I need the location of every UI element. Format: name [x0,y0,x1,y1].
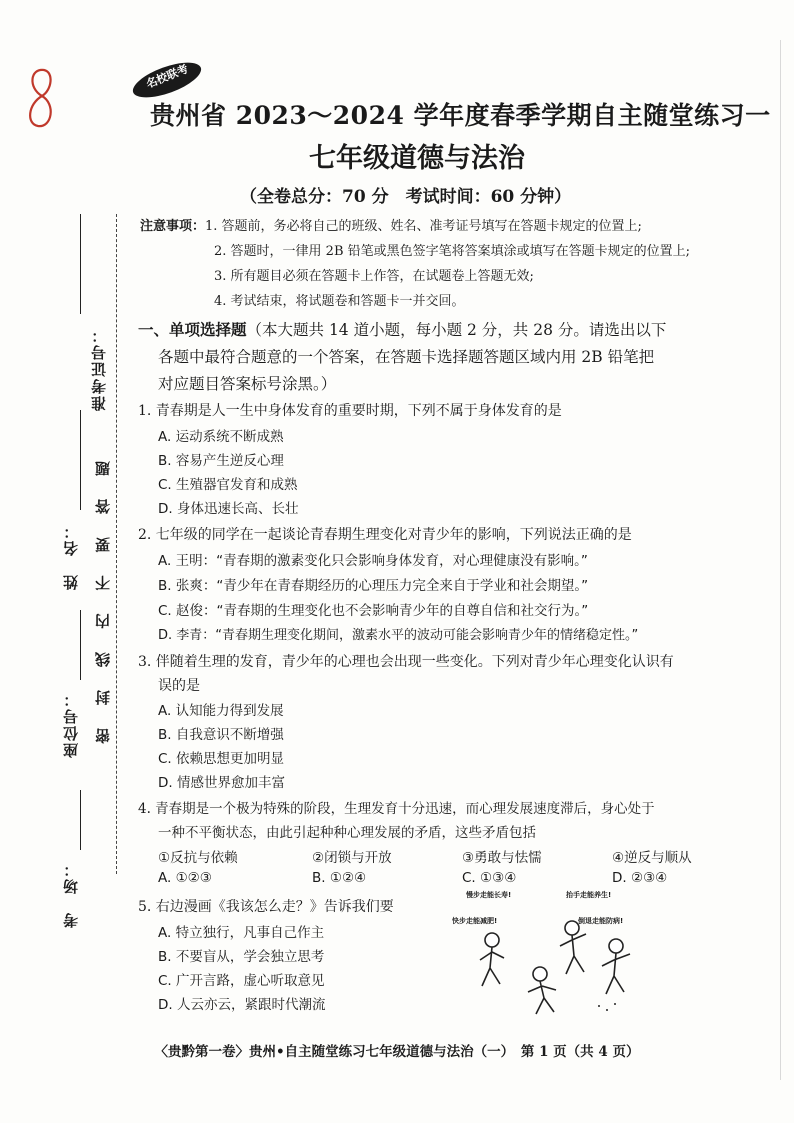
question-1-stem: 1. 青春期是人一生中身体发育的重要时期，下列不属于身体发育的是 [138,403,562,419]
q4-option-c: C. ①③④ [462,870,517,886]
q4-item-2: ②闭锁与开放 [312,850,392,866]
section-1 [138,316,738,398]
section-1-desc: （本大题共 14 道小题，每小题 2 分，共 28 分。请选出以下 [246,321,667,339]
q2-option-a: A. 王明：“青春期的激素变化只会影响身体发育，对心理健康没有影响。” [158,553,588,569]
room-line [80,790,81,850]
notes-row-1 [140,214,642,239]
q5-option-d: D. 人云亦云，紧跟时代潮流 [158,997,326,1013]
exam-number-line [80,214,81,314]
seat-line [80,610,81,680]
cartoon-bubble: 抬手走能养生! [566,891,612,899]
cartoon-bubble: 倒退走能防病! [578,917,624,925]
seal-line-notice: 密 封 线 内 不 要 答 题 [94,452,112,744]
q2-option-c: C. 赵俊：“青春期的生理变化也不会影响青少年的自尊自信和社交行为。” [158,603,589,619]
note-item: 1. 答题前，务必将自己的班级、姓名、准考证号填写在答题卡规定的位置上; [205,219,642,234]
q4-item-1: ①反抗与依赖 [158,850,238,866]
q4-item-3: ③勇敢与怯懦 [462,850,542,866]
q1-option-b: B. 容易产生逆反心理 [158,453,284,469]
q4-option-b: B. ①②④ [312,870,367,886]
page-footer: 〈贵黔第一卷〉贵州•自主随堂练习七年级道德与法治（一） 第 1 页（共 4 页） [154,1044,640,1060]
q3-option-c: C. 依赖思想更加明显 [158,751,285,767]
handwritten-mark [22,64,62,134]
seat-label: 座位号： [62,690,80,758]
exam-info: （全卷总分：70 分 考试时间：60 分钟） [240,187,572,207]
exam-number-label: 准考证号： [90,326,108,411]
section-1-desc: 各题中最符合题意的一个答案，在答题卡选择题答题区域内用 2B 铅笔把 [158,348,655,366]
question-2-stem: 2. 七年级的同学在一起谈论青春期生理变化对青少年的影响，下列说法正确的是 [138,527,632,543]
q5-option-b: B. 不要盲从，学会独立思考 [158,949,325,965]
school-union-badge [128,60,206,100]
q1-option-a: A. 运动系统不断成熟 [158,429,284,445]
q5-option-a: A. 特立独行，凡事自己作主 [158,925,325,941]
q2-option-d: D. 李青：“青春期生理变化期间，激素水平的波动可能会影响青少年的情绪稳定性。” [158,628,639,643]
note-item: 2. 答题时，一律用 2B 铅笔或黑色签字笔将答案填涂或填写在答题卡规定的位置上; [214,244,691,259]
note-item: 4. 考试结束，将试题卷和答题卡一并交回。 [214,294,465,309]
section-1-desc: 对应题目答案标号涂黑。） [158,375,337,393]
cartoon-illustration [448,888,644,1018]
cartoon-bubble: 快步走能减肥! [452,917,498,925]
cartoon-figures-icon [448,888,644,1018]
page-edge [780,40,781,1080]
q3-option-a: A. 认知能力得到发展 [158,703,284,719]
question-3-stem: 3. 伴随着生理的发育，青少年的心理也会出现一些变化。下列对青少年心理变化认识有 [138,654,674,670]
q4-option-d: D. ②③④ [612,870,668,886]
question-4-stem-cont: 一种不平衡状态，由此引起种种心理发展的矛盾，这些矛盾包括 [158,825,536,841]
q5-option-c: C. 广开言路，虚心听取意见 [158,973,325,989]
note-item: 3. 所有题目必须在答题卡上作答，在试题卷上答题无效; [214,269,534,284]
question-3-stem-cont: 误的是 [158,678,200,694]
room-label: 考 场： [62,860,80,928]
q1-option-c: C. 生殖器官发育和成熟 [158,477,298,493]
q3-option-b: B. 自我意识不断增强 [158,727,284,743]
exam-title: 贵州省 2023～2024 学年度春季学期自主随堂练习一 [150,101,771,130]
question-5-stem: 5. 右边漫画《我该怎么走？》告诉我们要 [138,899,394,915]
name-line [80,410,81,510]
q2-option-b: B. 张爽：“青少年在青春期经历的心理压力完全来自于学业和社会期望。” [158,578,589,594]
q1-option-d: D. 身体迅速长高、长壮 [158,501,299,517]
subject-title [0,136,794,175]
binding-dashed-line [116,214,117,874]
section-1-heading: 一、单项选择题 [138,320,247,339]
notes-label: 注意事项： [140,219,206,234]
subject-title-text: 七年级道德与法治 [309,143,525,174]
section-1-line-1 [138,316,738,344]
q4-option-a: A. ①②③ [158,870,212,886]
name-label: 姓 名： [62,522,80,590]
q3-option-d: D. 情感世界愈加丰富 [158,775,285,791]
q4-item-4: ④逆反与顺从 [612,850,692,866]
cartoon-bubble: 慢步走能长寿! [466,891,512,899]
badge-label: 名校联考 [144,62,191,91]
question-4-stem: 4. 青春期是一个极为特殊的阶段，生理发育十分迅速，而心理发展速度滞后，身心处于 [138,801,655,817]
